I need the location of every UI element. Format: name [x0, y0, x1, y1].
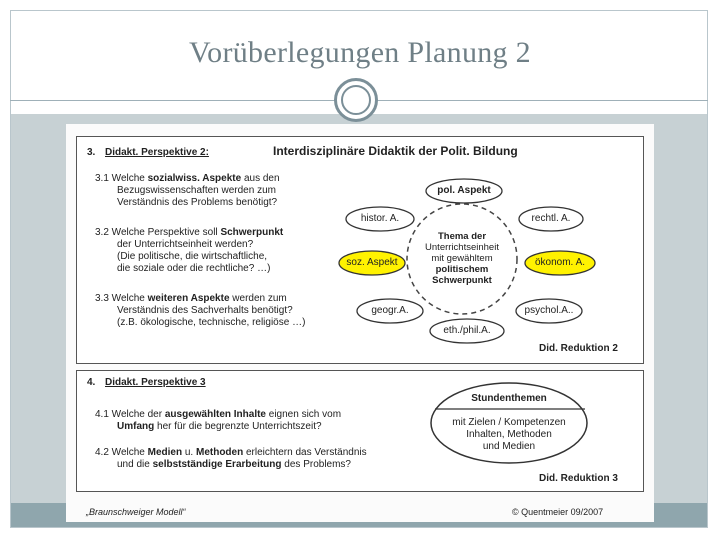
question-4-1: 4.1 Welche der ausgewählten Inhalte eignen sich vom: [95, 409, 342, 420]
center-line-5: Schwerpunkt: [432, 275, 492, 286]
question-3-3: 3.3 Welche weiteren Aspekte werden zum: [95, 293, 287, 304]
question-4-2: 4.2 Welche Medien u. Methoden erleichtern das Verständnis: [95, 447, 367, 458]
heading-number-4: 4.: [87, 377, 96, 388]
footer-right: © Quentmeier 09/2007: [512, 507, 604, 517]
aspect-geogr: geogr.A.: [371, 305, 409, 316]
question-3-1-line3: Verständnis des Problems benötigt?: [117, 197, 278, 208]
question-3-1: 3.1 Welche sozialwiss. Aspekte aus den: [95, 173, 280, 184]
center-line-1: Thema der: [437, 231, 487, 242]
slide-title: Vorüberlegungen Planung 2: [189, 36, 531, 69]
footer-left: „Braunschweiger Modell“: [86, 507, 186, 517]
question-3-3-line2: Verständnis des Sachverhalts benötigt?: [117, 305, 293, 316]
question-3-2-line3: (Die politische, die wirtschaftliche,: [117, 251, 268, 262]
question-3-1-line2: Bezugswissenschaften werden zum: [117, 185, 276, 196]
aspect-psychol: psychol.A..: [524, 305, 574, 316]
question-4-1-line2: Umfang her für die begrenzte Unterrichtszeit?: [117, 421, 322, 432]
ring-inner-icon: [341, 85, 371, 115]
center-line-4: politischem: [435, 264, 489, 275]
scanned-figure: [66, 124, 654, 522]
panel-perspective-2: [76, 136, 644, 364]
heading-title: Interdisziplinäre Didaktik der Polit. Bildung: [273, 144, 518, 158]
center-line-2: Unterrichtseinheit: [425, 242, 499, 253]
aspect-histor: histor. A.: [360, 213, 400, 224]
aspect-pol: pol. Aspekt: [437, 185, 491, 196]
question-3-2-line2: der Unterrichtseinheit werden?: [117, 239, 254, 250]
topics-title: Stundenthemen: [471, 393, 547, 404]
aspect-rechtl: rechtl. A.: [531, 213, 571, 224]
ring-icon: [334, 78, 378, 122]
question-4-2-line2: und die selbstständige Erarbeitung des Problems?: [117, 459, 351, 470]
center-line-3: mit gewähltem: [431, 253, 493, 264]
reduction-3: Did. Reduktion 3: [539, 473, 618, 484]
reduction-2: Did. Reduktion 2: [539, 343, 618, 354]
topics-line-3: Inhalten, Methoden: [466, 429, 552, 440]
question-3-3-line3: (z.B. ökologische, technische, religiöse …): [117, 317, 306, 328]
question-3-2-line4: die soziale oder die rechtliche? …): [117, 263, 271, 274]
aspect-oekonom: ökonom. A.: [534, 257, 586, 268]
heading-label-4: Didakt. Perspektive 3: [105, 377, 206, 388]
panel-perspective-3: [76, 370, 644, 492]
question-3-2: 3.2 Welche Perspektive soll Schwerpunkt: [95, 227, 284, 238]
topics-line-4: und Medien: [482, 441, 536, 452]
heading-number: 3.: [87, 147, 96, 158]
aspect-soz: soz. Aspekt: [346, 257, 398, 268]
topics-line-2: mit Zielen / Kompetenzen: [452, 417, 566, 428]
aspect-eth: eth./phil.A.: [443, 325, 491, 336]
heading-label: Didakt. Perspektive 2:: [105, 147, 209, 158]
